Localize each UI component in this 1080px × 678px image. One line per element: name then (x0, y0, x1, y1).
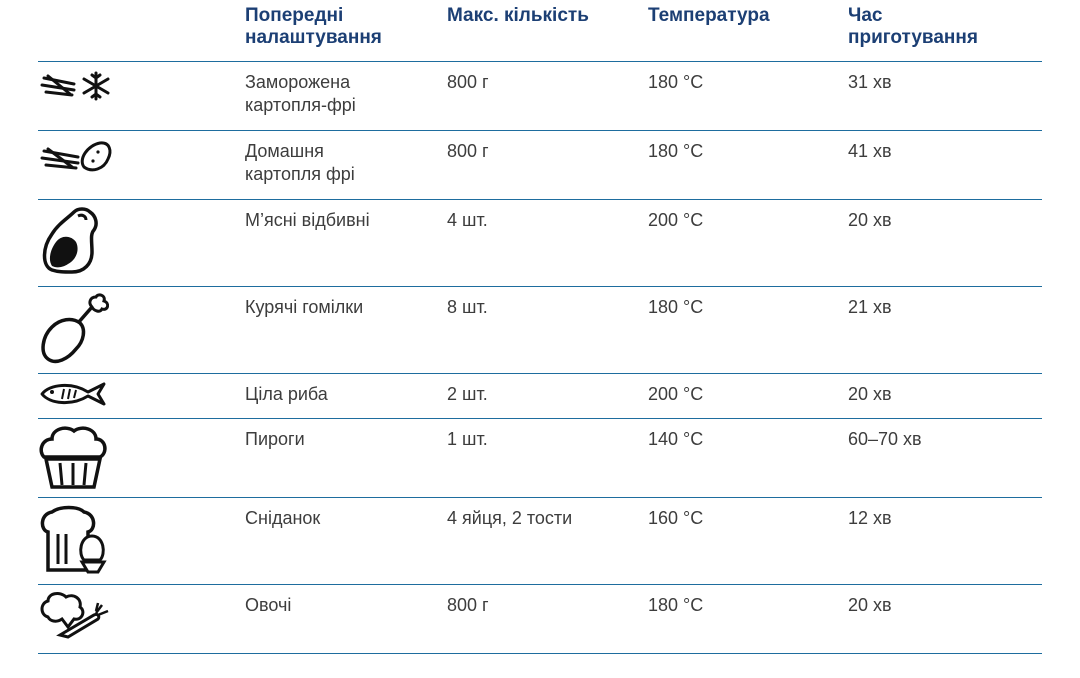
max-quantity: 1 шт. (447, 429, 488, 449)
breakfast-icon (38, 504, 110, 576)
muffin-icon (38, 425, 108, 491)
table-row (38, 498, 1042, 585)
frozen-fries-icon (38, 68, 114, 102)
header-max-quantity: Макс. кількість (447, 5, 589, 26)
max-quantity: 8 шт. (447, 297, 488, 317)
cooking-time: 60–70 хв (848, 429, 922, 449)
header-presets: Попередні налаштування (245, 5, 382, 48)
temperature: 180 °C (648, 141, 704, 161)
preset-name: Пироги (245, 429, 305, 449)
preset-name: Домашня картопля фрі (245, 141, 355, 184)
table-row (38, 62, 1042, 131)
temperature: 160 °C (648, 508, 704, 528)
table-header (38, 0, 1042, 62)
temperature: 180 °C (648, 297, 704, 317)
table-row (38, 374, 1042, 419)
cooking-time: 41 хв (848, 141, 892, 161)
max-quantity: 4 яйця, 2 тости (447, 508, 573, 528)
cooking-time: 20 хв (848, 384, 892, 404)
preset-name: Курячі гомілки (245, 297, 364, 317)
temperature: 180 °C (648, 72, 704, 92)
cooking-time: 12 хв (848, 508, 892, 528)
max-quantity: 4 шт. (447, 210, 488, 230)
vegetables-icon (38, 591, 110, 639)
preset-name: Ціла риба (245, 384, 328, 404)
temperature: 180 °C (648, 595, 704, 615)
fish-icon (38, 380, 110, 408)
table-row (38, 585, 1042, 654)
cooking-time: 21 хв (848, 297, 892, 317)
drumstick-icon (38, 293, 110, 367)
homemade-fries-icon (38, 139, 114, 175)
cooking-time: 20 хв (848, 595, 892, 615)
header-cooking-time: Час приготування (848, 5, 978, 48)
max-quantity: 800 г (447, 141, 489, 161)
table-row (38, 200, 1042, 287)
preset-name: Заморожена картопля-фрі (245, 72, 356, 115)
table-row (38, 131, 1042, 200)
temperature: 140 °C (648, 429, 704, 449)
table-row (38, 287, 1042, 374)
preset-name: Сніданок (245, 508, 321, 528)
meat-steak-icon (38, 206, 102, 278)
preset-name: Овочі (245, 595, 292, 615)
temperature: 200 °C (648, 384, 704, 404)
cooking-time: 31 хв (848, 72, 892, 92)
max-quantity: 800 г (447, 595, 489, 615)
cooking-time: 20 хв (848, 210, 892, 230)
max-quantity: 2 шт. (447, 384, 488, 404)
header-temperature: Температура (648, 5, 770, 26)
table-row (38, 419, 1042, 498)
preset-name: М’ясні відбивні (245, 210, 370, 230)
max-quantity: 800 г (447, 72, 489, 92)
temperature: 200 °C (648, 210, 704, 230)
presets-table (38, 0, 1042, 654)
